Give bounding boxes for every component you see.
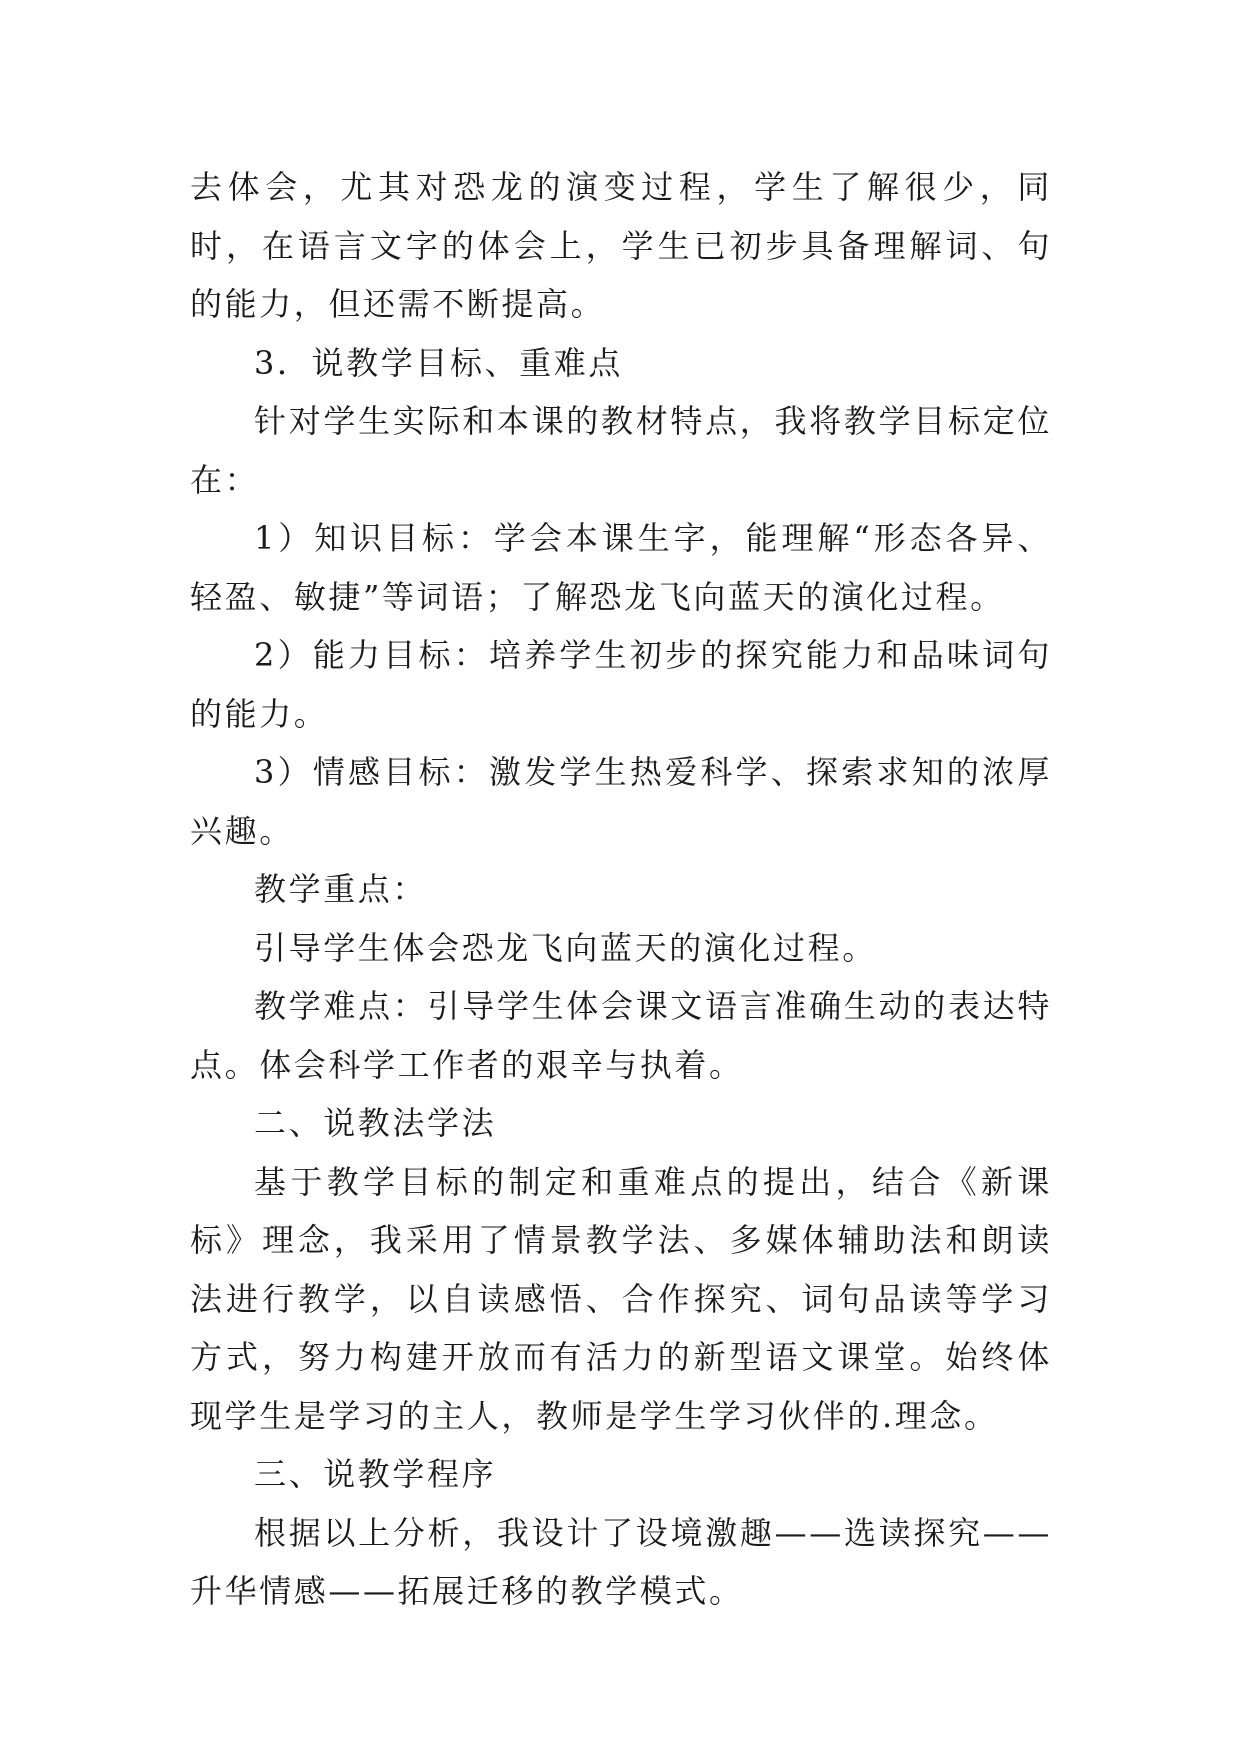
list-item-ability-objective: 2）能力目标：培养学生初步的探究能力和品味词句的能力。 xyxy=(190,636,1052,733)
paragraph-difficult-points: 教学难点：引导学生体会课文语言准确生动的表达特点。体会科学工作者的艰辛与执着。 xyxy=(190,987,1052,1084)
paragraph-objectives-intro: 针对学生实际和本课的教材特点，我将教学目标定位在： xyxy=(190,402,1052,499)
paragraph-methods: 基于教学目标的制定和重难点的提出，结合《新课标》理念，我采用了情景教学法、多媒体辅助法和朗读法进行教学，以自读感悟、合作探究、词句品读等学习方式，努力构建开放而有活力的新型语文课堂。始终体现学生是学习的主人，教师是学生学习伙伴的.理念。 xyxy=(190,1162,1052,1435)
paragraph-procedure: 根据以上分析，我设计了设境激趣——选读探究——升华情感——拓展迁移的教学模式。 xyxy=(190,1513,1052,1610)
section-heading-objectives: 3．说教学目标、重难点 xyxy=(254,343,623,382)
label-key-points: 教学重点： xyxy=(254,870,428,908)
section-heading-methods: 二、说教法学法 xyxy=(254,1104,497,1142)
paragraph-continuation: 去体会，尤其对恐龙的演变过程，学生了解很少，同时，在语言文字的体会上，学生已初步具备理解词、句的能力，但还需不断提高。 xyxy=(190,168,1052,323)
list-item-knowledge-objective: 1）知识目标：学会本课生字，能理解“形态各异、轻盈、敏捷”等词语；了解恐龙飞向蓝天的演化过程。 xyxy=(190,519,1052,616)
paragraph-key-points: 引导学生体会恐龙飞向蓝天的演化过程。 xyxy=(254,928,877,967)
list-item-emotion-objective: 3）情感目标：激发学生热爱科学、探索求知的浓厚兴趣。 xyxy=(190,753,1052,850)
document-body xyxy=(190,158,1052,1621)
section-heading-procedure: 三、说教学程序 xyxy=(254,1455,497,1493)
